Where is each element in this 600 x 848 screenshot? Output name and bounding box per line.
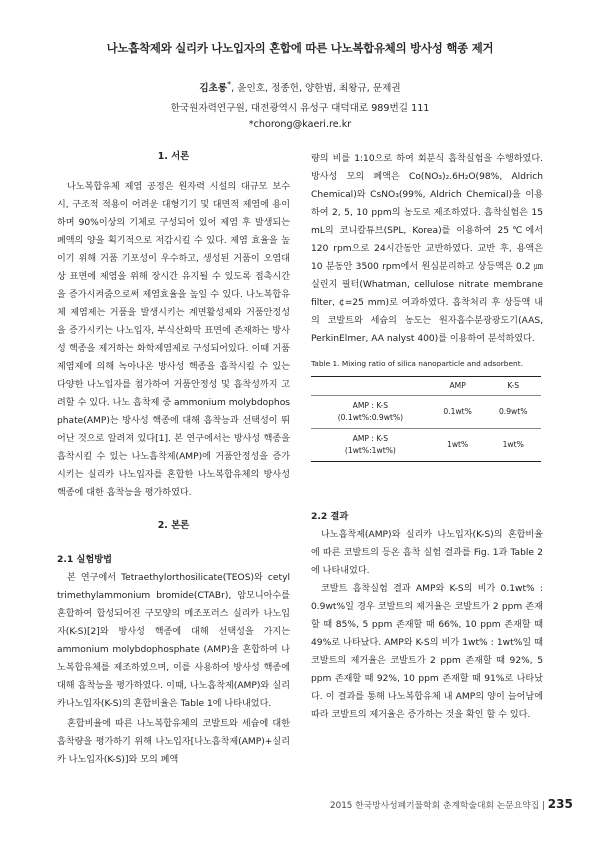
table-row: [311, 396, 541, 429]
subsection-2-1-heading: 2.1 실험방법: [57, 554, 112, 565]
co-authors: , 윤인호, 정종헌, 양한범, 최왕규, 문제권: [231, 83, 401, 95]
corresponding-mark: *: [227, 80, 232, 89]
methods-paragraph-2: 혼합비율에 따른 나노복합유체의 코발트와 세슘에 대한 흡착량을 평가하기 위해 나노입자[나노흡착제(AMP)+실리카 나노입자(K-S)]와 모의 폐액: [57, 719, 290, 765]
table-cell: 0.9wt%: [485, 396, 541, 429]
footer-separator: |: [542, 801, 545, 811]
page-number: 235: [547, 797, 573, 811]
table-row: [311, 429, 541, 462]
lead-author: 김초롱: [199, 83, 228, 95]
footer-text: 2015 한국방사성폐기물학회 춘계학술대회 논문요약집: [330, 801, 543, 811]
intro-paragraph: 나노복합유체 제염 공정은 원자력 시설의 대규모 보수 시, 구조적 적용이 어려운 대형기기 및 대면적 제염에 용이하며 90%이상의 기체로 구성되어 있어 제염 후 발생되는 폐액의 양을 획기적으로 저감시킬 수 있다. 제염 효율을 높이기 위해 거품 기포성이 우수하고, 생성된 거품이 오염대상 표면에 제염을 위해 장시간 유지될 수 있도록 접촉시간을 증가시켜줌으로써 제염효율을 높일 수 있다. 나노복합유체 제염제는 거품을 발생시키는 계면활성제와 거품안정성을 증가시키는 나노입자, 부식산화막 표면에 존재하는 방사성 핵종을 제거하는 화학제염제로 구성되어있다. 이때 거품제염제에 의해 녹아나온 방사성 핵종을 흡착시킬 수 있는 다양한 나노입자를 첨가하여 거품안정성 및 흡착성까지 고려할 수 있다. 나노 흡착제 중 ammonium molybdophos phate(AMP)는 방사성 핵종에 대해 흡착능과 선택성이 뛰어난 것으로 알려져 있다[1]. 본 연구에서는 방사성 핵종을 흡착시킬 수 있는 나노흡착제(AMP)에 거품안정성을 증가시키는 실리카 나노입자를 혼합한 나노복합유체의 방사성 핵종에 대한 흡착능을 평가하였다.: [57, 182, 290, 498]
mixing-ratio-table: [311, 376, 541, 462]
table-header-cell: AMP: [430, 377, 486, 396]
methods-paragraph-1: 본 연구에서 Tetraethylorthosilicate(TEOS)와 cetyl trimethylammonium bromide(CTABr), 암모니아수를 혼합하여 합성되어진 구모양의 메조포러스 실리카 나노입자(K-S)[2]와 방사성 핵종에 대해 선택성을 가지는 ammonium molybdophosphate (AMP)을 혼합하여 나노복합유체를 제조하였으며, 이를 사용하여 방사성 핵종에 대해 흡착능을 평가하였다. 이때, 나노흡착제(AMP)와 실리카나노입자(K-S)의 혼합비율은 Table 1에 나타내었다.: [57, 573, 290, 709]
methods-continuation: 량의 비를 1:10으로 하여 회분식 흡착실험을 수행하였다. 방사성 모의 폐액은 Co(NO₃)₂.6H₂O(98%, Aldrich Chemical)와 CsNO₃(99%, Aldrich Chemical)을 이용하여 2, 5, 10 ppm의 농도로 제조하였다. 흡착실험은 15 mL의 코니칼튜브(SPL, Korea)를 이용하여 25℃에서 120 rpm으로 24시간동안 교반하였다. 교반 후, 용액은 10 분동안 3500 rpm에서 원심분리하고 상등액은 0.2 ㎛ 실린지 필터(Whatman, cellulose nitrate membrane filter, ¢=25 mm)로 여과하였다. 흡착처리 후 상등액 내의 코발트와 세슘의 농도는 원자흡수분광광도기(AAS, PerkinElmer, AA nalyst 400)를 이용하여 분석하였다.: [311, 154, 543, 344]
section-1-heading: 1. 서론: [157, 151, 190, 162]
subsection-2-2-heading: 2.2 결과: [311, 511, 349, 522]
table-cell-label: AMP : K-S (1wt%:1wt%): [311, 429, 430, 462]
results-paragraph-1: 나노흡착제(AMP)와 실리카 나노입자(K-S)의 혼합비율에 따른 코발트의 등온 흡착 실험 결과를 Fig. 1과 Table 2에 나타내었다.: [311, 530, 543, 576]
email-address: *chorong@kaeri.re.kr: [248, 119, 352, 130]
right-column: [311, 150, 543, 724]
table-cell-label: AMP : K-S (0.1wt%:0.9wt%): [311, 396, 430, 429]
section-2-heading: 2. 본론: [157, 520, 190, 531]
page-footer: [330, 797, 573, 811]
affiliation: 한국원자력연구원, 대전광역시 유성구 대덕대로 989번길 111: [170, 103, 430, 114]
table-header-cell: [311, 377, 430, 396]
table-header-cell: K-S: [485, 377, 541, 396]
results-paragraph-2: 코발트 흡착실험 결과 AMP와 K-S의 비가 0.1wt% : 0.9wt%일 경우 코발트의 제거율은 코발트가 2 ppm 존재할 때 85%, 5 ppm 존재할 때 66%, 10 ppm 존재할 때 49%로 나타났다. AMP와 K-S의 비가 1wt% : 1wt%일 때 코발트의 제거율은 코발트가 2 ppm 존재할 때 92%, 5 ppm 존재할 때 92%, 10 ppm 존재할 때 91%로 나타났다. 이 결과를 통해 나노복합유체 내 AMP의 양이 늘어남에 따라 코발트의 제거율은 증가하는 것을 확인 할 수 있다.: [311, 584, 543, 720]
table-cell: 1wt%: [485, 429, 541, 462]
table-cell: 1wt%: [430, 429, 486, 462]
table-caption: Table 1. Mixing ratio of silica nanoparticle and adsorbent.: [311, 359, 523, 368]
author-line: [0, 80, 600, 94]
left-column: [57, 148, 290, 769]
table-header-row: [311, 377, 541, 396]
table-cell: 0.1wt%: [430, 396, 486, 429]
paper-title: 나노흡착제와 실리카 나노입자의 혼합에 따른 나노복합유체의 방사성 핵종 제거: [106, 41, 494, 55]
